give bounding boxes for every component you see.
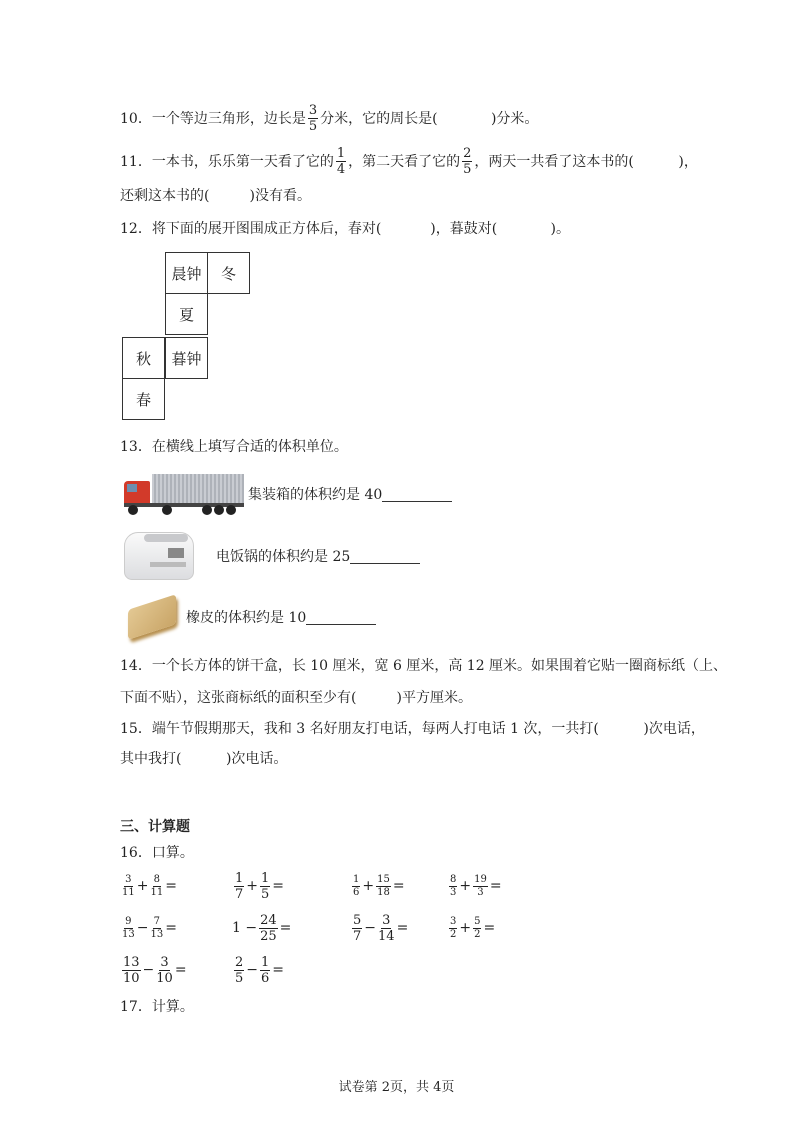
net-cell: 夏 [165, 293, 208, 335]
mental-math-expression [350, 873, 405, 898]
fraction [259, 914, 278, 943]
question-11-line1 [120, 145, 698, 177]
text-segment: = [272, 962, 285, 978]
question-14-line2 [120, 687, 472, 707]
numerator: 2 [235, 954, 244, 970]
numerator: 5 [353, 912, 362, 928]
volume-item-container [248, 484, 452, 504]
numerator: 3 [308, 102, 318, 118]
fraction [449, 875, 457, 898]
text-segment: = [279, 920, 292, 936]
net-cell: 晨钟 [165, 252, 208, 294]
question-10 [120, 102, 539, 134]
fraction [234, 956, 244, 985]
text-segment: = [272, 878, 285, 894]
numerator: 19 [474, 873, 487, 885]
section-title [120, 816, 190, 836]
denominator: 10 [156, 970, 173, 986]
numerator: 7 [153, 915, 161, 927]
rice-cooker-image [124, 528, 194, 580]
numerator: 9 [125, 915, 132, 927]
denominator: 6 [261, 970, 270, 986]
text-segment: 11．一本书，乐乐第一天看了它的 [120, 154, 334, 170]
text-segment: = [165, 920, 177, 936]
container-truck-image [122, 472, 246, 516]
question-11-line2 [120, 185, 311, 205]
numerator: 8 [450, 873, 457, 885]
denominator: 2 [450, 928, 457, 940]
net-cell: 秋 [122, 337, 165, 379]
question-12 [120, 218, 570, 238]
numerator: 5 [474, 915, 481, 927]
text-segment: + [459, 920, 472, 936]
denominator: 14 [378, 928, 395, 944]
question-15-line2 [120, 748, 287, 768]
text-segment: = [392, 878, 405, 894]
text-segment: ，第二天看了它的 [348, 154, 461, 170]
fraction [473, 917, 481, 940]
fraction [449, 917, 457, 940]
denominator: 2 [474, 928, 481, 940]
net-cell: 春 [122, 378, 165, 420]
text-segment: 1 − [232, 920, 258, 936]
text-segment: 分米，它的周长是( )分米。 [320, 111, 539, 127]
fraction [378, 914, 395, 943]
denominator: 5 [308, 118, 318, 134]
denominator: 4 [336, 161, 346, 177]
volume-item-text: 集装箱的体积约是 40 [248, 487, 383, 503]
denominator: 11 [150, 886, 164, 898]
numerator: 3 [450, 915, 457, 927]
mental-math-expression [232, 954, 285, 986]
text-segment: 14．一个长方体的饼干盒，长 10 厘米，宽 6 厘米，高 12 厘米。如果围着它贴一圈商标纸（上、 [120, 658, 728, 674]
text-segment: 15．端午节假期那天，我和 3 名好朋友打电话，每两人打电话 1 次，一共打( )次电话， [120, 721, 705, 737]
denominator: 13 [122, 928, 135, 940]
fraction [462, 147, 472, 176]
volume-item-text: 电饭锅的体积约是 25 [216, 549, 351, 565]
text-segment: = [483, 920, 496, 936]
numerator: 1 [261, 870, 270, 886]
text-segment: = [396, 920, 409, 936]
net-cell: 暮钟 [165, 337, 208, 379]
denominator: 13 [150, 928, 164, 940]
volume-item-text: 橡皮的体积约是 10 [186, 610, 307, 626]
numerator: 15 [377, 873, 390, 885]
volume-item-rice-cooker [216, 546, 420, 566]
text-segment: + [136, 878, 149, 894]
text-segment: 16．口算。 [120, 845, 194, 861]
text-segment: 10．一个等边三角形，边长是 [120, 111, 306, 127]
denominator: 5 [235, 970, 244, 986]
numerator: 1 [261, 954, 270, 970]
fraction [352, 875, 360, 898]
text-segment: 还剩这本书的( )没有看。 [120, 188, 311, 204]
denominator: 5 [463, 161, 472, 177]
text-segment: + [459, 878, 472, 894]
mental-math-expression [447, 873, 502, 898]
text-segment: 12．将下面的展开图围成正方体后，春对( )，暮鼓对( )。 [120, 221, 571, 237]
denominator: 3 [450, 886, 457, 898]
text-segment: = [165, 878, 177, 894]
fraction [336, 147, 346, 176]
denominator: 10 [123, 970, 140, 986]
text-segment: ，两天一共看了这本书的( )， [474, 154, 698, 170]
denominator: 7 [353, 928, 362, 944]
fraction [260, 872, 270, 901]
question-16 [120, 842, 194, 862]
denominator: 7 [235, 886, 244, 902]
numerator: 1 [235, 870, 244, 886]
text-segment: = [174, 962, 187, 978]
net-cell: 冬 [207, 252, 250, 294]
mental-math-expression [232, 912, 292, 944]
fraction [150, 875, 163, 898]
text-segment: 17．计算。 [120, 999, 194, 1015]
denominator: 3 [477, 886, 484, 898]
denominator: 25 [260, 928, 277, 944]
numerator: 2 [463, 145, 472, 161]
fraction [122, 956, 141, 985]
text-segment: = [489, 878, 502, 894]
page-footer: 试卷第 2页，共 4页 [338, 1080, 455, 1095]
text-segment: − [364, 920, 377, 936]
answer-blank[interactable] [350, 549, 420, 564]
text-segment: + [362, 878, 375, 894]
mental-math-expression [120, 873, 177, 898]
fraction [156, 956, 173, 985]
mental-math-expression [350, 912, 409, 944]
denominator: 18 [377, 886, 390, 898]
fraction [376, 875, 391, 898]
numerator: 3 [382, 912, 391, 928]
fraction [122, 875, 135, 898]
mental-math-expression [120, 915, 177, 940]
mental-math-expression [232, 870, 285, 902]
fraction [473, 875, 488, 898]
text-segment: + [246, 878, 259, 894]
fraction [352, 914, 362, 943]
denominator: 5 [261, 886, 270, 902]
text-segment: 下面不贴），这张商标纸的面积至少有( )平方厘米。 [120, 690, 472, 706]
numerator: 8 [153, 873, 161, 885]
section-title-text: 三、计算题 [120, 819, 190, 835]
numerator: 1 [353, 873, 360, 885]
numerator: 13 [123, 954, 140, 970]
mental-math-expression [120, 954, 187, 986]
numerator: 3 [160, 954, 169, 970]
text-segment: − [136, 920, 149, 936]
question-13 [120, 436, 348, 456]
numerator: 1 [336, 145, 346, 161]
text-segment: − [246, 962, 259, 978]
question-14-line1 [120, 655, 727, 675]
fraction [150, 917, 163, 940]
text-segment: − [142, 962, 155, 978]
question-17 [120, 996, 194, 1016]
numerator: 3 [125, 873, 132, 885]
question-15-line1 [120, 718, 705, 738]
text-segment: 13．在横线上填写合适的体积单位。 [120, 439, 348, 455]
volume-item-eraser [186, 607, 376, 627]
fraction [308, 104, 318, 133]
mental-math-expression [447, 915, 496, 940]
numerator: 24 [260, 912, 277, 928]
eraser-image [122, 594, 184, 642]
fraction [234, 872, 244, 901]
denominator: 6 [353, 886, 360, 898]
text-segment: 其中我打( )次电话。 [120, 751, 288, 767]
answer-blank[interactable] [382, 487, 452, 502]
fraction [260, 956, 270, 985]
denominator: 11 [122, 886, 135, 898]
answer-blank[interactable] [306, 610, 376, 625]
fraction [122, 917, 135, 940]
